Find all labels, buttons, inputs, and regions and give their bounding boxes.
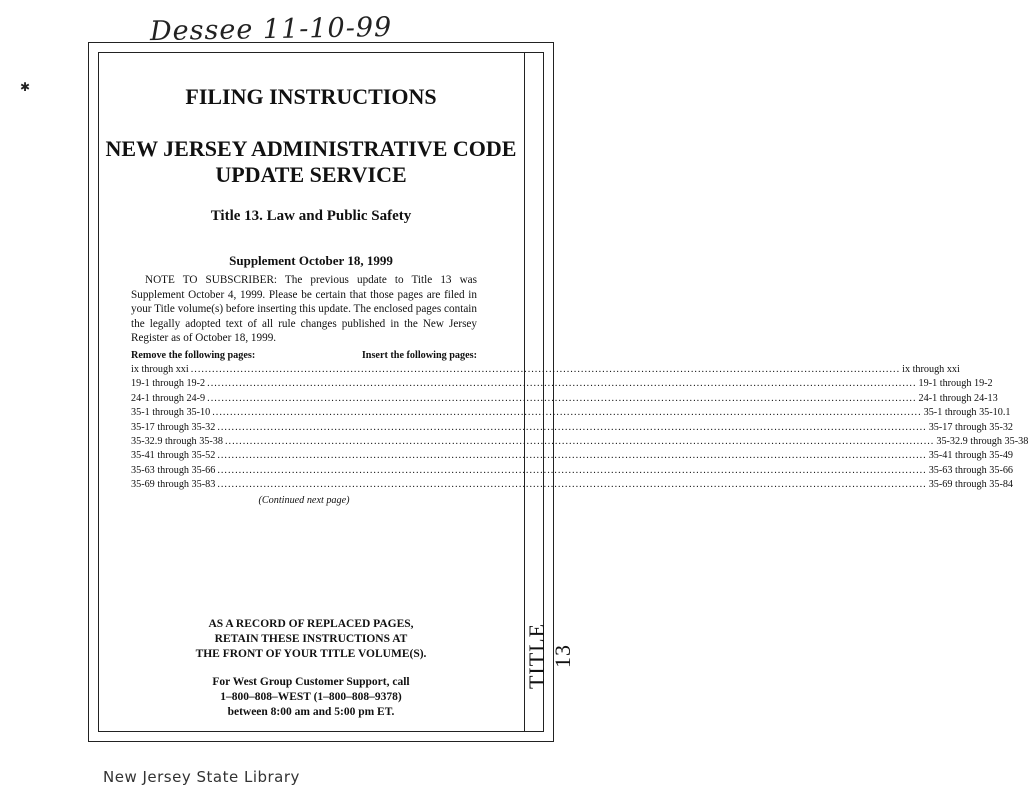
page-row xyxy=(131,464,1014,479)
leader-dots: ........................................................................................................................................................................................................ xyxy=(207,392,917,404)
leader-dots: ........................................................................................................................................................................................................ xyxy=(207,378,917,390)
code-title xyxy=(98,136,524,188)
leader-dots: ........................................................................................................................................................................................................ xyxy=(190,364,901,375)
insert-range: 35-63 through 35-66 xyxy=(928,464,1014,476)
record-line3: THE FRONT OF YOUR TITLE VOLUME(S). xyxy=(195,648,427,660)
page-row xyxy=(131,364,960,378)
insert-range: 35-17 through 35-32 xyxy=(928,421,1014,433)
page-row xyxy=(131,450,1014,464)
page-row xyxy=(131,378,993,392)
support-hours: between 8:00 am and 5:00 pm ET. xyxy=(227,706,395,718)
code-title-line1: NEW JERSEY ADMINISTRATIVE CODE xyxy=(105,136,517,161)
insert-range: 35-41 through 35-49 xyxy=(928,450,1014,462)
leader-dots: ........................................................................................................................................................................................................ xyxy=(212,407,922,419)
leader-dots: ........................................................................................................................................................................................................ xyxy=(217,421,927,433)
remove-range: 19-1 through 19-2 xyxy=(131,378,206,390)
supplement-date: Supplement October 18, 1999 xyxy=(229,253,393,268)
continued-note: (Continued next page) xyxy=(258,494,350,506)
insert-range: 24-1 through 24-13 xyxy=(918,392,998,404)
remove-range: 35-17 through 35-32 xyxy=(131,421,216,433)
page-row xyxy=(131,479,1014,493)
remove-range: 35-32.9 through 35-38 xyxy=(131,435,223,447)
insert-range: 19-1 through 19-2 xyxy=(918,378,993,390)
insert-range: 35-1 through 35-10.1 xyxy=(923,407,1011,419)
leader-dots: ........................................................................................................................................................................................................ xyxy=(217,479,927,491)
insert-header: Insert the following pages: xyxy=(361,350,477,361)
record-instructions xyxy=(98,617,524,662)
record-line2: RETAIN THESE INSTRUCTIONS AT xyxy=(214,633,408,645)
handwritten-date-note: Dessee 11-10-99 xyxy=(149,11,393,48)
stray-mark: ✱ xyxy=(20,80,31,94)
page-row xyxy=(131,435,1028,450)
record-line1: AS A RECORD OF REPLACED PAGES, xyxy=(208,618,414,630)
support-phone: 1–800–808–WEST (1–800–808–9378) xyxy=(220,691,402,703)
spine-title-label: TITLE 13 xyxy=(524,622,575,690)
remove-range: 35-63 through 35-66 xyxy=(131,464,216,476)
remove-range: 35-1 through 35-10 xyxy=(131,407,211,419)
support-line1: For West Group Customer Support, call xyxy=(212,676,410,688)
insert-range: 35-69 through 35-84 xyxy=(928,479,1014,491)
insert-range: 35-32.9 through 35-38 xyxy=(936,435,1028,447)
leader-dots: ........................................................................................................................................................................................................ xyxy=(217,464,927,476)
page-row xyxy=(131,407,1011,421)
list-header xyxy=(131,350,477,364)
insert-range: ix through xxi xyxy=(902,364,960,375)
page-row xyxy=(131,392,998,407)
remove-header: Remove the following pages: xyxy=(131,350,256,361)
remove-range: ix through xxi xyxy=(131,364,189,375)
title-name: Title 13. Law and Public Safety xyxy=(210,208,412,224)
leader-dots: ........................................................................................................................................................................................................ xyxy=(217,450,927,462)
remove-range: 35-41 through 35-52 xyxy=(131,450,216,462)
library-stamp: New Jersey State Library xyxy=(103,768,300,786)
page-row xyxy=(131,421,1014,436)
customer-support xyxy=(98,675,524,720)
remove-range: 35-69 through 35-83 xyxy=(131,479,216,491)
code-title-line2: UPDATE SERVICE xyxy=(215,162,407,187)
leader-dots: ........................................................................................................................................................................................................ xyxy=(224,435,935,447)
page-heading: FILING INSTRUCTIONS xyxy=(185,84,437,109)
page-replacement-list xyxy=(131,350,1028,506)
remove-range: 24-1 through 24-9 xyxy=(131,392,206,404)
subscriber-note: NOTE TO SUBSCRIBER: The previous update to Title 13 was Supplement October 4, 1999. Please be certain that those pages are filed in your Title volume(s) before inserting this update. The enclosed pages contain the legally adopted text of all rule changes published in the New Jersey Register as of October 18, 1999. xyxy=(131,274,477,345)
